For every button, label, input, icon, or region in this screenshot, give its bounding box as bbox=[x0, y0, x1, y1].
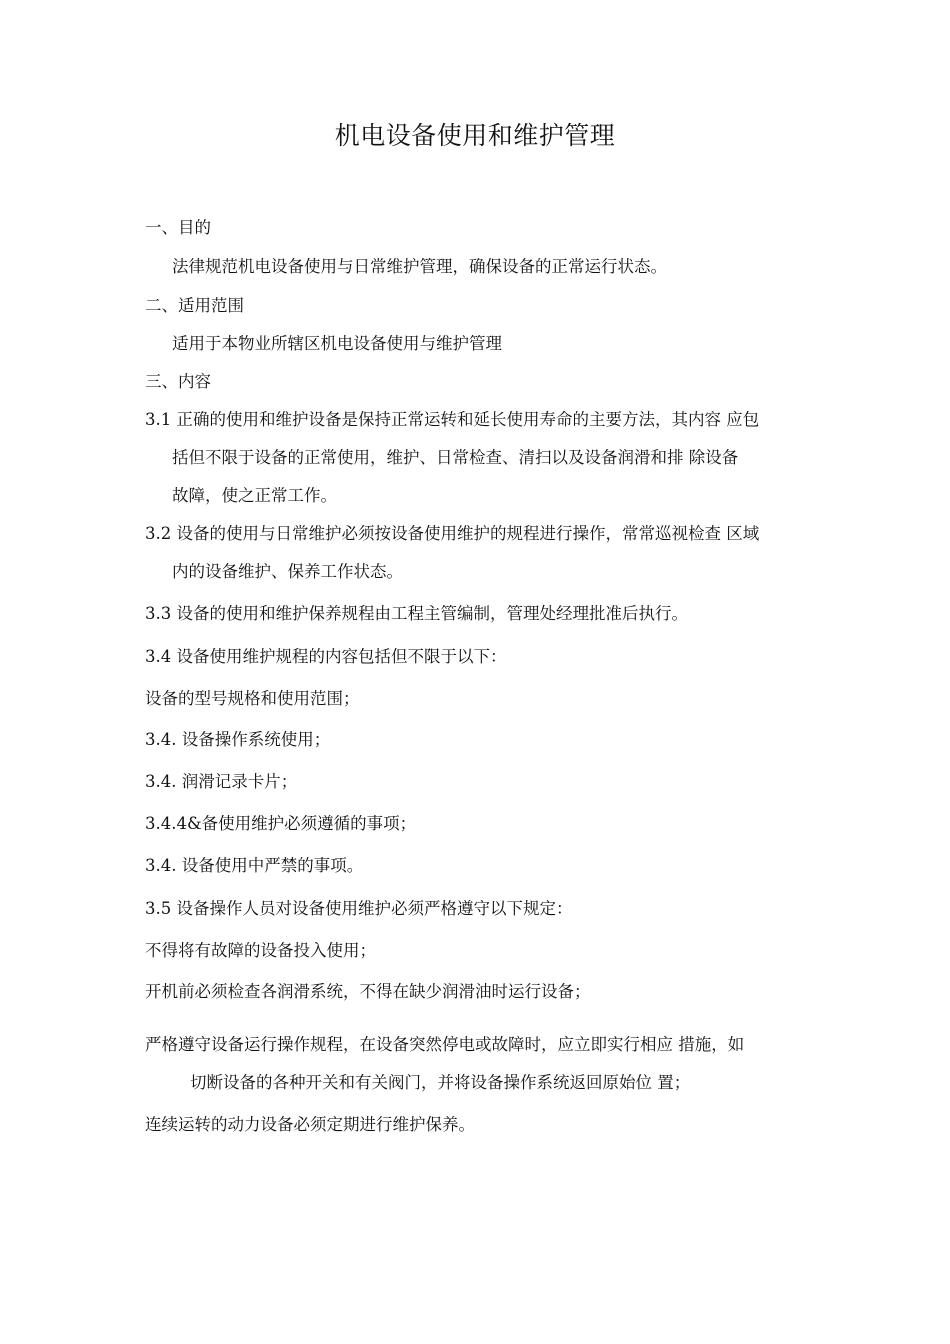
section-3-5-item-4: 连续运转的动力设备必须定期进行维护保养。 bbox=[145, 1115, 475, 1134]
section-3-4-item-4: 3.4.4&备使用维护必须遵循的事项； bbox=[145, 814, 417, 833]
purpose-text: 法律规范机电设备使用与日常维护管理，确保设备的正常运行状态。 bbox=[172, 257, 667, 276]
section-3-4-item-5: 3.4. 设备使用中严禁的事项。 bbox=[145, 856, 364, 875]
section-3-4: 3.4 设备使用维护规程的内容包括但不限于以下： bbox=[145, 647, 507, 666]
section-3-5-item-2: 开机前必须检查各润滑系统，不得在缺少润滑油时运行设备； bbox=[145, 982, 591, 1001]
section-3-5-item-3-line-2: 切断设备的各种开关和有关阀门，并将设备操作系统返回原始位 置； bbox=[190, 1073, 691, 1092]
section-3-5-item-3-line-1: 严格遵守设备运行操作规程，在设备突然停电或故障时，应立即实行相应 措施，如 bbox=[145, 1035, 745, 1054]
heading-scope: 二、适用范围 bbox=[145, 296, 244, 315]
section-3-2-line-1: 3.2 设备的使用与日常维护必须按设备使用维护的规程进行操作，常常巡视检查 区域 bbox=[145, 524, 760, 543]
section-3-3: 3.3 设备的使用和维护保养规程由工程主管编制，管理处经理批准后执行。 bbox=[145, 604, 688, 623]
document-title: 机电设备使用和维护管理 bbox=[334, 121, 616, 150]
section-3-2-line-2: 内的设备维护、保养工作状态。 bbox=[172, 562, 403, 581]
section-3-1-line-1: 3.1 正确的使用和维护设备是保持正常运转和延长使用寿命的主要方法，其内容 应包 bbox=[145, 410, 760, 429]
section-3-4-item-1: 设备的型号规格和使用范围； bbox=[145, 689, 360, 708]
section-3-1-line-2: 括但不限于设备的正常使用，维护、日常检查、清扫以及设备润滑和排 除设备 bbox=[172, 448, 739, 467]
scope-text: 适用于本物业所辖区机电设备使用与维护管理 bbox=[172, 334, 502, 353]
section-3-5: 3.5 设备操作人员对设备使用维护必须严格遵守以下规定： bbox=[145, 899, 573, 918]
section-3-4-item-2: 3.4. 设备操作系统使用； bbox=[145, 730, 331, 749]
section-3-1-line-3: 故障，使之正常工作。 bbox=[172, 486, 337, 505]
heading-content: 三、内容 bbox=[145, 372, 211, 391]
section-3-4-item-3: 3.4. 润滑记录卡片； bbox=[145, 772, 298, 791]
heading-purpose: 一、目的 bbox=[145, 218, 211, 237]
section-3-5-item-1: 不得将有故障的设备投入使用； bbox=[145, 941, 376, 960]
